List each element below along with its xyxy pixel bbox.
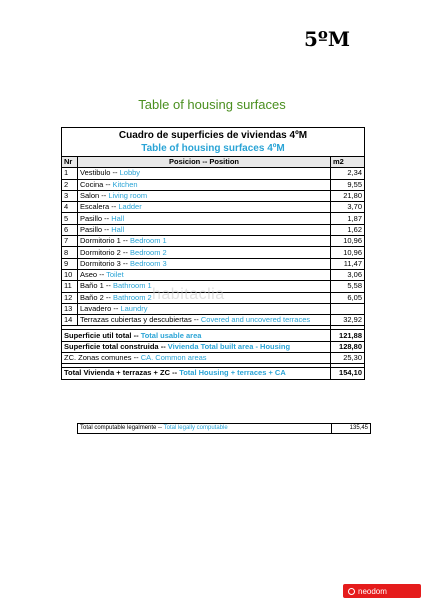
legal-value: 135,45: [331, 424, 371, 433]
row-position-en: Bedroom 1: [130, 236, 167, 246]
row-position-sep: --: [102, 224, 112, 234]
row-position-sep: --: [120, 247, 131, 257]
row-position: [78, 190, 331, 201]
row-position-sep: --: [103, 292, 113, 302]
row-area: 3,06: [331, 269, 365, 280]
common-label: ZC. Zonas comunes: [64, 353, 134, 363]
row-position-es: Cocina: [80, 179, 104, 189]
row-position-sep: --: [99, 191, 109, 201]
row-position-es: Aseo: [80, 270, 98, 280]
row-area: 2,34: [331, 168, 365, 179]
row-position-es: Salon: [80, 191, 100, 201]
row-position-en: Laundry: [120, 304, 148, 313]
neodom-logo-icon: [348, 588, 355, 595]
summary-row-total: [62, 368, 365, 379]
row-position: [78, 247, 331, 258]
row-position-sep: --: [102, 213, 112, 223]
page-title: Table of housing surfaces: [138, 97, 286, 112]
row-position-es: Dormitorio 1: [80, 236, 121, 246]
table-row: [62, 303, 365, 314]
legal-sep: --: [156, 425, 164, 431]
header-position: Posicion -- Position: [78, 157, 331, 168]
common-value: 25,30: [331, 353, 365, 364]
legal-label-en: Total legally computable: [163, 425, 228, 431]
total-value: 154,10: [331, 368, 365, 379]
built-label: Superficie total construida: [64, 341, 159, 351]
row-area: 21,80: [331, 190, 365, 201]
row-position-sep: --: [110, 168, 120, 178]
row-nr: 12: [62, 292, 78, 303]
row-position-sep: --: [191, 315, 201, 325]
row-nr: 2: [62, 179, 78, 190]
row-nr: 9: [62, 258, 78, 269]
row-area: 3,70: [331, 202, 365, 213]
built-sep: --: [158, 341, 168, 351]
header-area: m2: [331, 157, 365, 168]
watermark: habitaclia: [152, 286, 225, 303]
row-nr: 3: [62, 190, 78, 201]
summary-table: [61, 326, 365, 379]
row-position: [78, 224, 331, 235]
row-area: 32,92: [331, 315, 365, 326]
total-label: Total Vivienda + terrazas + ZC: [64, 368, 171, 378]
row-position: [78, 269, 331, 280]
floor-label: 5ºM: [304, 27, 351, 51]
row-position-es: Lavadero: [80, 304, 112, 313]
row-position-en: Ladder: [118, 202, 142, 212]
legal-label: [78, 424, 331, 433]
row-position-en: Hall: [111, 213, 125, 223]
row-nr: 11: [62, 281, 78, 292]
row-position-es: Baño 1: [80, 281, 104, 291]
surfaces-sheet: [61, 127, 365, 380]
row-area: 1,87: [331, 213, 365, 224]
common-sep: --: [133, 353, 141, 363]
row-position-en: Bedroom 2: [130, 247, 167, 257]
summary-row-built: [62, 341, 365, 352]
row-position: [78, 303, 331, 314]
total-label-en: Total Housing + terraces + CA: [179, 368, 286, 378]
usable-label-en: Total usable area: [140, 330, 202, 340]
legal-label-es: Total computable legalmente: [80, 425, 157, 431]
row-position-en: Bathroom 2: [112, 292, 152, 302]
row-position-en: Hall: [111, 224, 125, 234]
table-row: [62, 236, 365, 247]
row-area: 10,96: [331, 236, 365, 247]
table-row: [62, 224, 365, 235]
usable-label: Superficie util total: [64, 330, 132, 340]
legal-total: [77, 423, 371, 434]
table-header-row: [62, 157, 365, 168]
row-nr: 8: [62, 247, 78, 258]
row-nr: 14: [62, 315, 78, 326]
row-position-en: Toilet: [106, 270, 124, 280]
legal-row: [77, 423, 371, 434]
row-position-es: Vestibulo: [80, 168, 111, 178]
built-value: 128,80: [331, 341, 365, 352]
table-row: [62, 315, 365, 326]
row-area: 5,58: [331, 281, 365, 292]
row-position: [78, 179, 331, 190]
row-position-en: Kitchen: [112, 179, 138, 189]
usable-value: 121,88: [331, 330, 365, 341]
row-position-es: Dormitorio 2: [80, 247, 121, 257]
table-row: [62, 247, 365, 258]
row-position-es: Baño 2: [80, 292, 104, 302]
summary-row-usable: [62, 330, 365, 341]
row-position-sep: --: [103, 179, 113, 189]
header-nr: Nr: [62, 157, 78, 168]
row-area: 10,96: [331, 247, 365, 258]
row-position: [78, 258, 331, 269]
row-position: [78, 315, 331, 326]
table-header-box: [61, 127, 365, 156]
row-position-es: Dormitorio 3: [80, 258, 121, 268]
row-position-en: Bedroom 3: [130, 258, 167, 268]
row-area: 11,47: [331, 258, 365, 269]
row-position-en: Bathroom 1: [112, 281, 152, 291]
row-nr: 1: [62, 168, 78, 179]
row-position: [78, 236, 331, 247]
row-nr: 6: [62, 224, 78, 235]
row-position: [78, 202, 331, 213]
table-subtitle: Table of housing surfaces 4ºM: [141, 143, 285, 154]
row-position-sep: --: [120, 258, 131, 268]
row-nr: 13: [62, 303, 78, 314]
row-position-sep: --: [120, 236, 131, 246]
row-position: [78, 168, 331, 179]
table-row: [62, 202, 365, 213]
common-label-en: CA. Common areas: [140, 353, 207, 363]
row-position-sep: --: [97, 270, 107, 280]
table-title: Cuadro de superficies de viviendas 4ºM: [118, 130, 308, 141]
row-position-sep: --: [109, 202, 119, 212]
row-position-es: Terrazas cubiertas y descubiertas: [80, 315, 192, 325]
row-position-en: Lobby: [119, 168, 141, 178]
row-nr: 4: [62, 202, 78, 213]
row-nr: 5: [62, 213, 78, 224]
total-sep: --: [170, 368, 180, 378]
table-row: [62, 258, 365, 269]
table-row: [62, 190, 365, 201]
summary-row-common: [62, 353, 365, 364]
row-position-es: Pasillo: [80, 224, 103, 234]
table-row: [62, 213, 365, 224]
row-position: [78, 213, 331, 224]
table-row: [62, 179, 365, 190]
badge-text: neodom: [358, 586, 387, 596]
row-area: 6,05: [331, 292, 365, 303]
row-position-en: Covered and uncovered terraces: [200, 315, 311, 325]
row-nr: 7: [62, 236, 78, 247]
row-area: [331, 303, 365, 314]
row-position-es: Escalera: [80, 202, 110, 212]
table-row: [62, 269, 365, 280]
table-row: [62, 168, 365, 179]
row-position-es: Pasillo: [80, 213, 103, 223]
row-area: 9,55: [331, 179, 365, 190]
row-nr: 10: [62, 269, 78, 280]
built-label-en: Vivienda Total built area - Housing: [167, 341, 291, 351]
row-area: 1,62: [331, 224, 365, 235]
neodom-badge[interactable]: [343, 584, 421, 598]
row-position-sep: --: [103, 281, 113, 291]
row-position-sep: --: [111, 304, 121, 313]
usable-sep: --: [131, 330, 141, 340]
row-position-en: Living room: [108, 191, 148, 201]
